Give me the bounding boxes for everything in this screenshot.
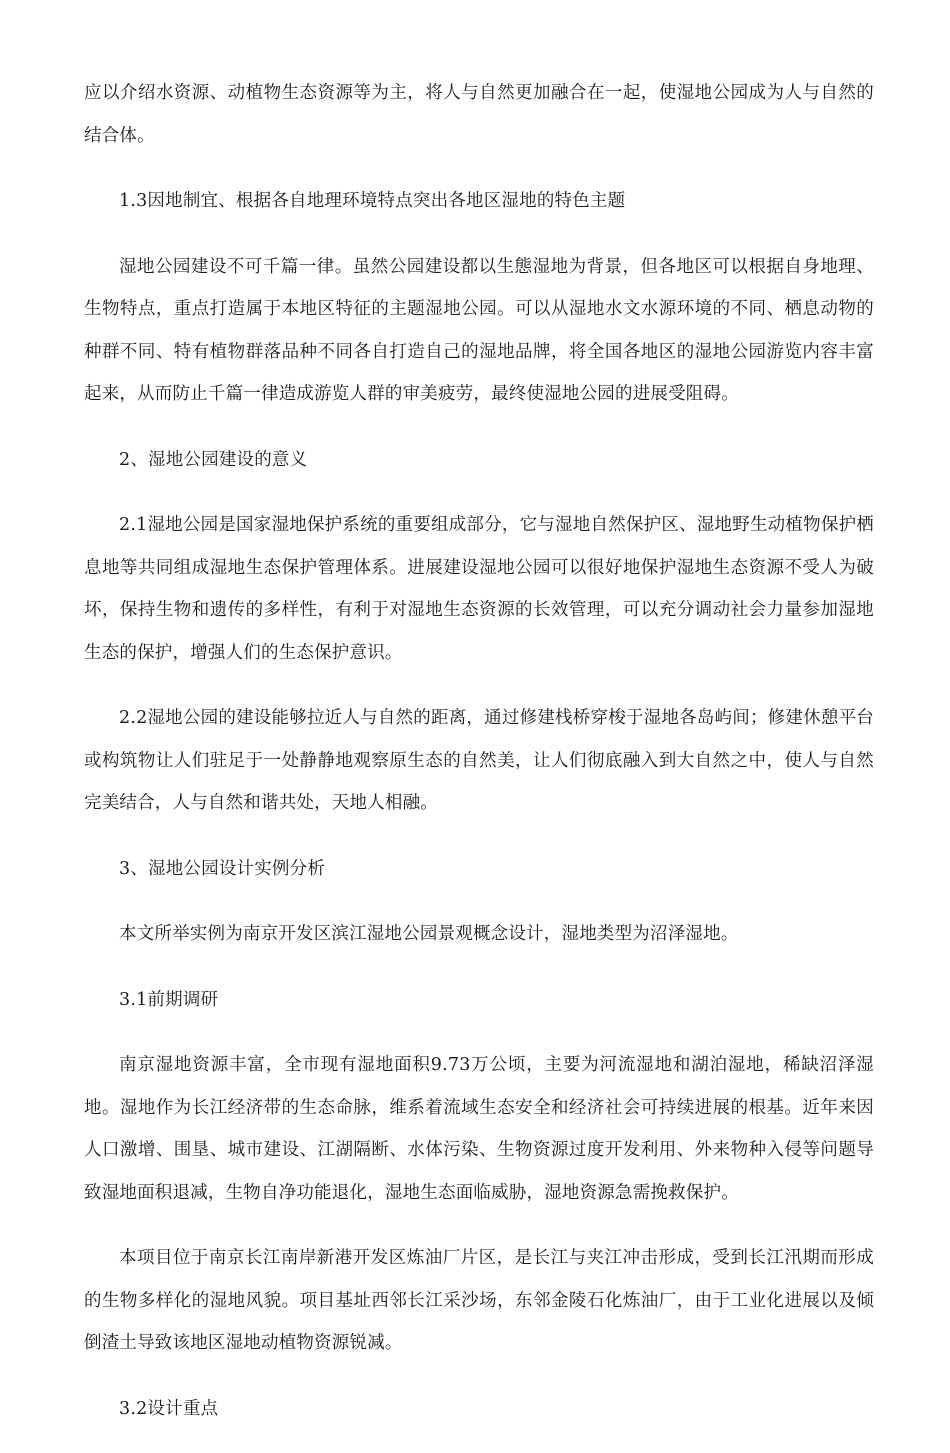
paragraph-project-location: 本项目位于南京长江南岸新港开发区炼油厂片区，是长江与夹江冲击形成，受到长江汛期而形成的生物多样化的湿地风貌。项目基址西邻长江采沙场，东邻金陵石化炼油厂，由于工业化进展以及倾倒渣土导致该地区湿地动植物资源锐减。 <box>84 1248 874 1353</box>
paragraph-intro-continuation: 应以介绍水资源、动植物生态资源等为主，将人与自然更加融合在一起，使湿地公园成为人与自然的结合体。 <box>84 83 874 146</box>
section-heading-1-3: 1.3因地制宜、根据各自地理环境特点突出各地区湿地的特色主题 <box>119 191 626 211</box>
paragraph-nanjing-wetlands: 南京湿地资源丰富，全市现有湿地面积9.73万公顷，主要为河流湿地和湖泊湿地，稀缺沼泽湿地。湿地作为长江经济带的生态命脉，维系着流域生态安全和经济社会可持续进展的根基。近年来因人口激增、围垦、城市建设、江湖隔断、水体污染、生物资源过度开发利用、外来物种入侵等问题导致湿地面积退减，生物自净功能退化，湿地生态面临威胁，湿地资源急需挽救保护。 <box>84 1055 874 1203</box>
section-heading-3: 3、湿地公园设计实例分析 <box>119 858 326 879</box>
section-heading-2: 2、湿地公园建设的意义 <box>119 449 308 470</box>
paragraph-2-1: 2.1湿地公园是国家湿地保护系统的重要组成部分，它与湿地自然保护区、湿地野生动植物保护栖息地等共同组成湿地生态保护管理体系。进展建设湿地公园可以很好地保护湿地生态资源不受人为破坏，保持生物和遗传的多样性，有利于对湿地生态资源的长效管理，可以充分调动社会力量参加湿地生态的保护，增强人们的生态保护意识。 <box>84 515 874 663</box>
paragraph-2-2: 2.2湿地公园的建设能够拉近人与自然的距离，通过修建栈桥穿梭于湿地各岛屿间；修建休憩平台或构筑物让人们驻足于一处静静地观察原生态的自然美，让人们彻底融入到大自然之中，使人与自然完美结合，人与自然和谐共处，天地人相融。 <box>84 708 874 813</box>
document-page <box>84 72 874 1453</box>
paragraph-theme-parks: 湿地公园建设不可千篇一律。虽然公园建设都以生態湿地为背景，但各地区可以根据自身地理、生物特点，重点打造属于本地区特征的主题湿地公园。可以从湿地水文水源环境的不同、栖息动物的种群不同、特有植物群落品种不同各自打造自己的湿地品牌，将全国各地区的湿地公园游览内容丰富起来，从而防止千篇一律造成游览人群的审美疲劳，最终使湿地公园的进展受阻碍。 <box>84 256 874 404</box>
paragraph-case-intro: 本文所举实例为南京开发区滨江湿地公园景观概念设计，湿地类型为沼泽湿地。 <box>119 924 739 944</box>
section-heading-3-1: 3.1前期调研 <box>119 989 219 1010</box>
section-heading-3-2: 3.2设计重点 <box>119 1398 219 1419</box>
